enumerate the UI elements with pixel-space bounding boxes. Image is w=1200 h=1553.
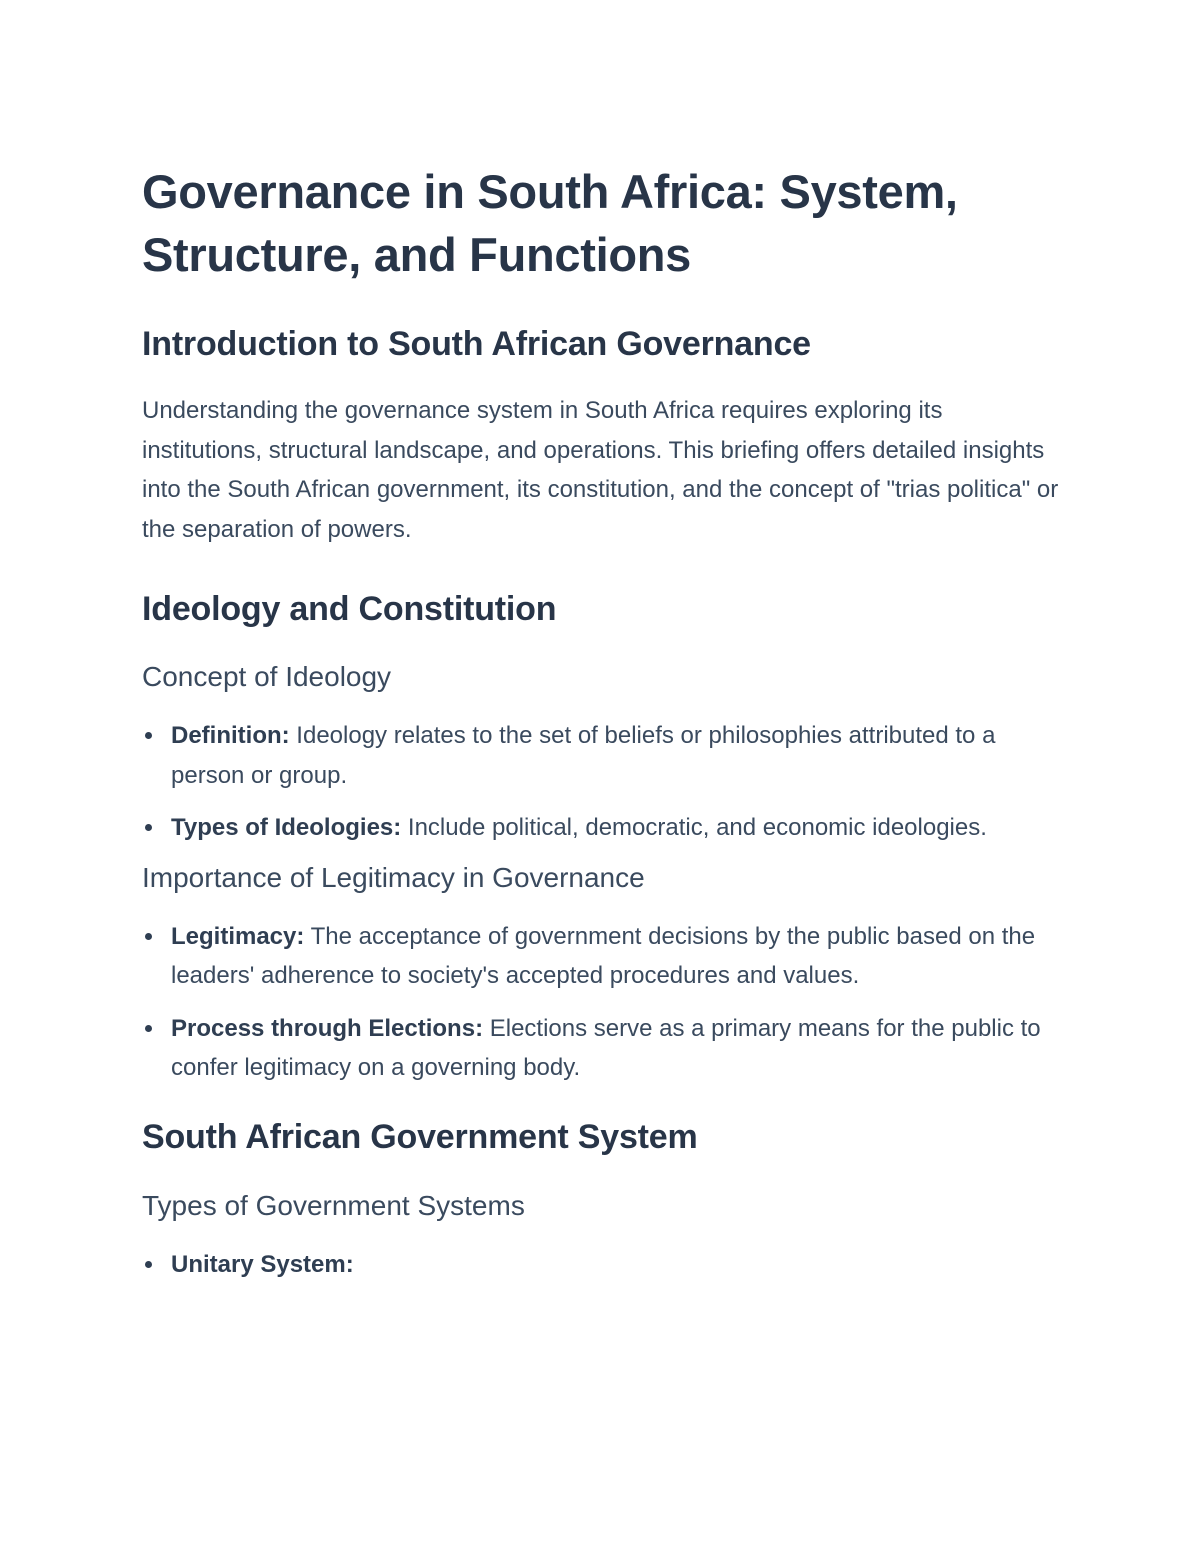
list-item-term: Types of Ideologies: [171, 814, 402, 841]
list-item-text: Include political, democratic, and economic ideologies. [401, 814, 987, 841]
list-item-text: Elections serve as a primary means for the public to confer legitimacy on a governing body. [171, 1014, 1041, 1081]
bullet-list-types-of-government [142, 1245, 1062, 1285]
bullet-list-legitimacy [142, 917, 1062, 1088]
list-item [142, 1245, 1062, 1285]
section-heading-introduction: Introduction to South African Governance [142, 325, 811, 363]
list-item-term: Process through Elections: [171, 1014, 484, 1042]
list-item-text: The acceptance of government decisions by the public based on the leaders' adherence to society's accepted procedures and values. [171, 922, 1036, 989]
bullet-list-concept-of-ideology [142, 716, 1062, 848]
list-item-term: Definition: [171, 722, 290, 749]
list-item [142, 917, 1062, 996]
document-title: Governance in South Africa: System, Structure, and Functions [142, 165, 958, 281]
subsection-heading-legitimacy: Importance of Legitimacy in Governance [142, 861, 645, 893]
list-item-text: Ideology relates to the set of beliefs or philosophies attributed to a person or group. [171, 722, 996, 789]
introduction-paragraph: Understanding the governance system in South Africa requires exploring its institutions, structural landscape, and operations. This briefing offers detailed insights into the South African government, its constitution, and the concept of "trias politica" or the separation of powers. [142, 397, 1059, 543]
list-item [142, 716, 1062, 795]
document-page [142, 160, 1062, 1284]
section-heading-government-system: South African Government System [142, 1117, 698, 1156]
list-item [142, 1009, 1062, 1088]
subsection-heading-types-of-government: Types of Government Systems [142, 1189, 525, 1221]
list-item-term: Legitimacy: [171, 922, 305, 950]
list-item [142, 808, 1062, 848]
subsection-heading-concept-of-ideology: Concept of Ideology [142, 661, 392, 692]
list-item-term: Unitary System: [171, 1250, 354, 1278]
section-heading-ideology: Ideology and Constitution [142, 590, 557, 628]
